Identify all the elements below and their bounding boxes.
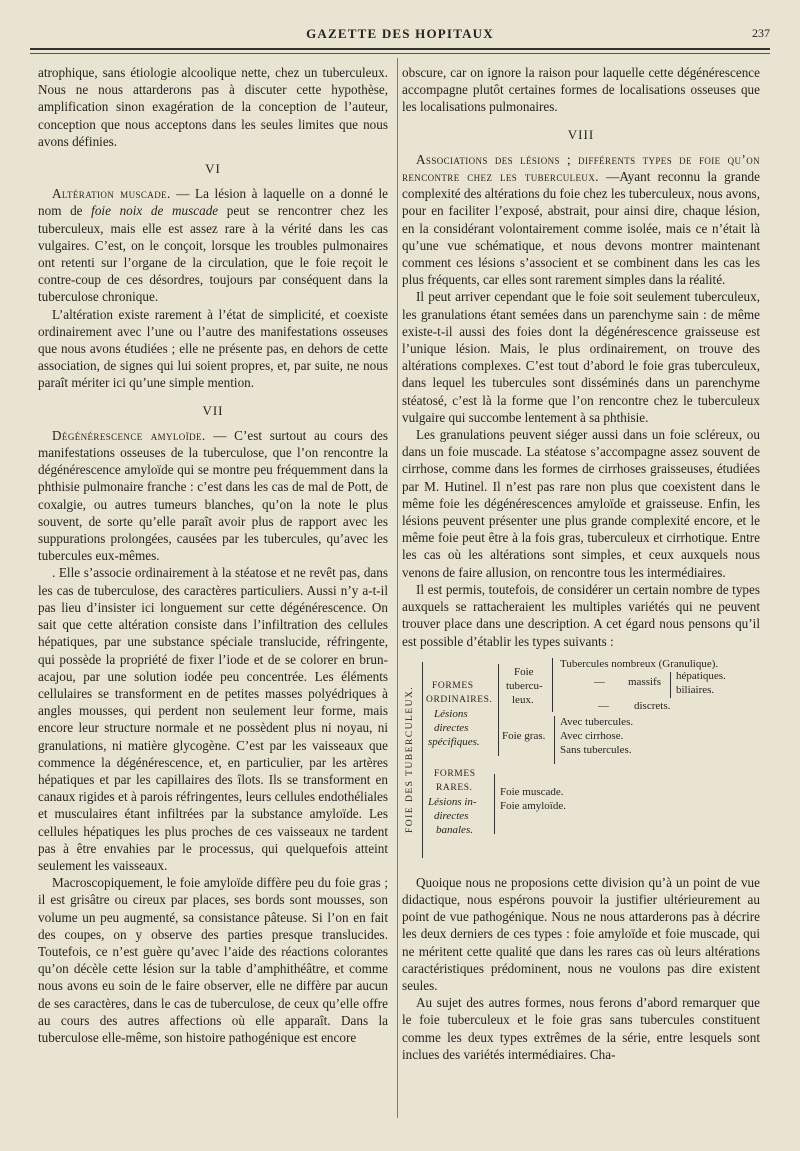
classification-table: FOIE DES TUBERCULEUX. FORMES ORDINAIRES. Lésions directes spécifiques. Foie tubercu- leux. Tubercules nombreux (Granulique). — massifs hépatiques. biliaires. — discrets. Foie gras. Avec tubercules. Avec cirrhose. Sans tubercules. FORMES RARES. Lésions in- directes banales. Foie muscade. Foie amyloïde.: [402, 656, 760, 864]
header-rule-thick: [30, 48, 770, 50]
section-number: VII: [202, 402, 224, 418]
paragraph: Au sujet des autres formes, nous ferons d’abord remarquer que le foie tuberculeux et le foie gras sans tubercules constituent comme les deux types extrêmes de la série, entre lesquels sont inclues des variétés intermédiaires. Cha-: [402, 995, 760, 1062]
journal-title: GAZETTE DES HOPITAUX: [306, 26, 494, 41]
paragraph: Quoique nous ne proposions cette division qu’à un point de vue didactique, nous espérons pouvoir la justifier ultérieurement au point de vue pathogénique. Nous ne nous attarderons pas à décrire les deux derniers de ces types : foie amyloïde et foie muscade, qui ne méritent cette qualité que dans les rares cas où leurs altérations caractéristiques prédominent, nous ne voulons pas dire existent seules.: [402, 874, 760, 993]
paragraph: atrophique, sans étiologie alcoolique nette, chez un tuberculeux. Nous ne nous attarderons pas à discuter cette hypothèse, amplification sinon exagération de la conception de l’auteur, conception que nous acceptons dans les seules limites que nous avons définies.: [38, 65, 388, 149]
paragraph: Altération muscade. — La lésion à laquelle on a donné le nom de foie noix de muscade peut se rencontrer chez les tuberculeux, mais elle est assez rare à la vérité dans les cas vulgaires. C’est, on le conçoit, lorsque les troubles pulmonaires ont retenti sur l’organe de la circulation, que le foie reçoit le contre-coup de ces désordres, toujours par conséquent dans la tuberculose chronique.: [38, 186, 388, 305]
table-root-label: FOIE DES TUBERCULEUX.: [405, 685, 415, 833]
paragraph: Il peut arriver cependant que le foie soit seulement tuberculeux, les granulations étant semées dans un parenchyme sain : de même existe-t-il aussi des foies dont la dégénérescence graisseuse est l’unique lésion. Mais, le plus ordinairement, on trouve des altérations complexes. C’est tout d’abord le foie gras tuberculeux, dans lequel les tubercules sont disséminés dans un parenchyme stéatosé, c’est là la forme que l’on rencontre chez le tuberculeux vulgaire qui succombe lentement à sa phthisie.: [402, 289, 760, 425]
paragraph: Macroscopiquement, le foie amyloïde diffère peu du foie gras ; il est grisâtre ou cireux par places, ses bords sont mousses, son volume un peu augmenté, sa consistance pâteuse. Si l’on en fait des coupes, on y observe des parties presque translucides. Toutefois, ce n’est guère qu’avec l’aide des réactions colorantes qu’on décèle cette lésion sur la table d’amphithéâtre, et comme nous avons eu soin de le faire observer, elle ne diffère par aucun de ses caractères, dans le cas de tuberculose, de ceux qu’elle offre au cours des autres affections où elle apparaît. Dans la tuberculose elle-même, son histoire pathogénique est encore: [38, 875, 388, 1045]
brace: [498, 664, 499, 756]
page-header: [30, 22, 770, 44]
section-number: VI: [205, 161, 221, 177]
section-heading: Altération muscade.: [52, 186, 171, 202]
column-divider: [397, 58, 398, 1118]
brace: [552, 658, 553, 712]
paragraph: . Elle s’associe ordinairement à la stéatose et ne revêt pas, dans les cas de tuberculose, des caractères particuliers. Aussi n’y a-t-il pas lieu d’insister ici longuement sur cette dégénérescence. On sait que cette altération consiste dans l’infiltration des cellules hépatiques, par une substance spéciale translucide, réfringente, qui possède la propriété de fixer l’iode et de se colorer en brun-acajou, par une solution iodée peu concentrée. Les éléments cellulaires se transforment en de petites masses polyédriques à angles mousses, qui perdent non seulement leur forme, mais encore leur structure normale et ne possèdent plus ni noyau, ni granulations, ni matière glycogène. C’est par les vaisseaux que commence la dégénérescence, et, en particulier, par les artères hépatiques et par les capillaires des îlots. Ils se transforment en canaux rigides et à parois réfringentes, leurs cellules endothéliales et musculaires étant infiltrées par la substance amyloïde. Les cellules hépatiques les plus proches de ces vaisseaux ne tardent pas à être envahies par le processus, qui quelquefois atteint seulement les vaisseaux.: [38, 565, 388, 873]
paragraph: obscure, car on ignore la raison pour laquelle cette dégénérescence accompagne plutôt certaines formes de localisations osseuses que les localisations pulmonaires.: [402, 65, 760, 115]
brace: [422, 662, 423, 858]
section-number: VIII: [567, 126, 595, 142]
section-heading: Dégénérescence amyloïde.: [52, 427, 206, 443]
header-rule-thin: [30, 53, 770, 54]
left-column: [38, 64, 388, 1046]
paragraph: Dégénérescence amyloïde. — C’est surtout au cours des manifestations osseuses de la tuberculose, que l’on rencontre la dégénérescence amyloïde qui se montre peu fréquemment dans la phthisie pulmonaire franche : c’est dans les cas de mal de Pott, de coxalgie, ou autres tumeurs blanches, qu’on la note le plus souvent, de sorte qu’elle paraît avoir plus de rapport avec les suppurations prolongées, causées par les tubercules, qu’avec les tubercules eux-mêmes.: [38, 427, 388, 564]
section-heading: Associations des lésions ; différents types de foie qu’on rencontre chez les tuberculeux.: [402, 151, 760, 185]
brace: [554, 716, 555, 764]
page-number: 237: [752, 26, 770, 40]
brace: [494, 774, 495, 834]
paragraph: L’altération existe rarement à l’état de simplicité, et coexiste ordinairement avec l’une ou l’autre des manifestations osseuses que nous avons étudiées ; elle ne présente pas, en dehors de cette association, de signes qui lui soient propres, et, par suite, ne nous paraît mériter ici qu’une simple mention.: [38, 306, 388, 391]
emphasis: foie noix de muscade: [91, 203, 219, 219]
paragraph: Associations des lésions ; différents types de foie qu’on rencontre chez les tuberculeux. —Ayant reconnu la grande complexité des altérations du foie chez les tuberculeux, nous avons, pour en faciliter l’exposé, abstrait, pour ainsi dire, chaque lésion, en la considérant volontairement comme isolée, mais ce n’était là qu’une vue schématique, et nous devons montrer maintenant comment ces lésions s’associent et se combinent dans les cas les plus fréquents, car elles sont rarement simples dans la réalité.: [402, 151, 760, 288]
right-column: [402, 64, 760, 1063]
brace: [670, 672, 671, 698]
paragraph: Les granulations peuvent siéger aussi dans un foie scléreux, ou dans un foie muscade. La stéatose s’accompagne assez souvent de cirrhose, comme dans les formes de cirrhoses graisseuses, étudiées par M. Hutinel. Il n’est pas rare non plus que coexistent dans le même foie les dégénérescences amyloïde et graisseuse. Enfin, les lésions peuvent présenter une plus grande complexité encore, et le même foie peut être à la fois gras, tuberculeux et cirrhotique. Entre les cas où les altérations sont simples, et ceux auxquels nous venons de faire allusion, on rencontre tous les intermédiaires.: [402, 427, 760, 580]
paragraph: Il est permis, toutefois, de considérer un certain nombre de types auxquels se rattacheraient les multiples variétés qui ne peuvent trouver place dans une description. A cet égard nous pensons qu’il est possible d’établir les types suivants :: [402, 581, 760, 649]
